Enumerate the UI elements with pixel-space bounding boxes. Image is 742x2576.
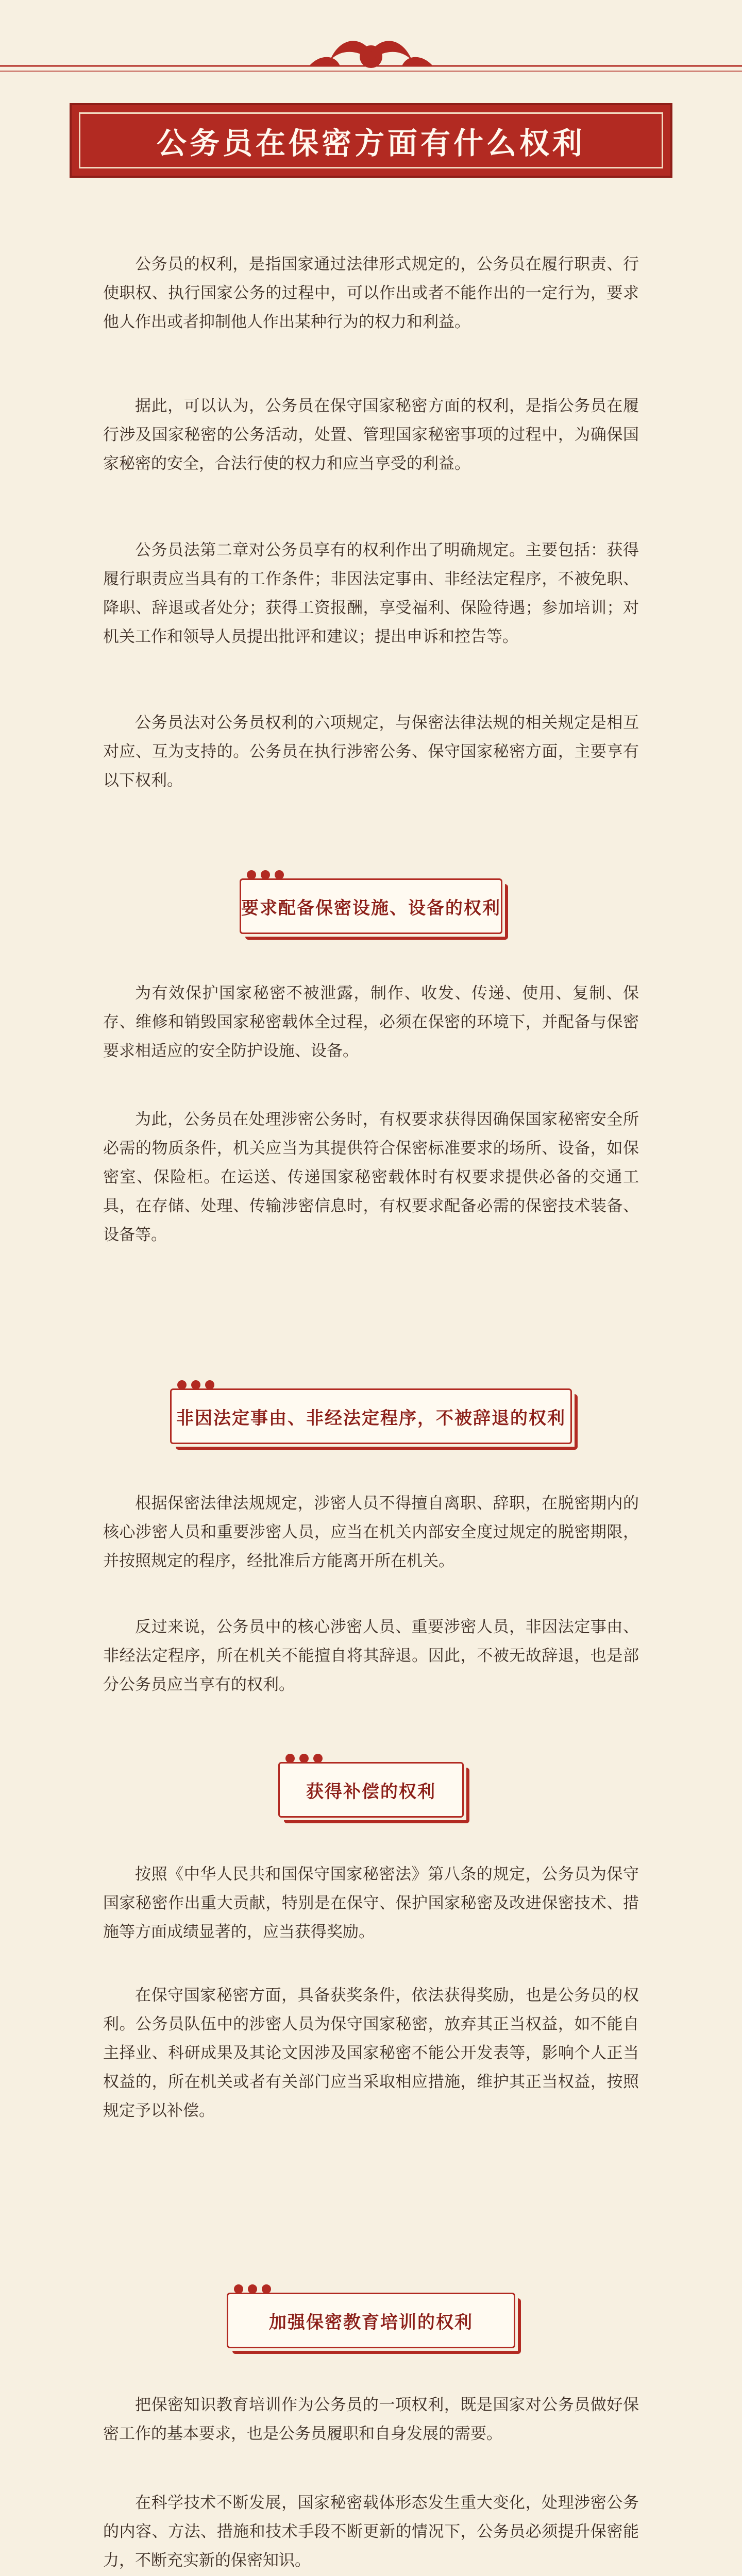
intro-paragraph: 公务员法对公务员权利的六项规定，与保密法律法规的相关规定是相互对应、互为支持的。公务员在执行涉密公务、保守国家秘密方面，主要享有以下权利。 xyxy=(103,714,639,790)
section-heading xyxy=(240,878,502,934)
section-paragraph: 为此，公务员在处理涉密公务时，有权要求获得因确保国家秘密安全所必需的物质条件，机关应当为其提供符合保密标准要求的场所、设备，如保密室、保险柜。在运送、传递国家秘密载体时有权要求提供必备的交通工具，在存储、处理、传输涉密信息时，有权要求配备必需的保密技术装备、设备等。 xyxy=(103,1110,639,1244)
top-ornament xyxy=(0,0,742,108)
section-paragraph: 为有效保护国家秘密不被泄露，制作、收发、传递、使用、复制、保存、维修和销毁国家秘密载体全过程，必须在保密的环境下，并配备与保密要求相适应的安全防护设施、设备。 xyxy=(103,984,639,1060)
section-title: 非因法定事由、非经法定程序，不被辞退的权利 xyxy=(176,1408,566,1429)
section-title: 获得补偿的权利 xyxy=(306,1781,436,1802)
section-paragraph: 反过来说，公务员中的核心涉密人员、重要涉密人员，非因法定事由、非经法定程序，所在机关不能擅自将其辞退。因此，不被无故辞退，也是部分公务员应当享有的权利。 xyxy=(103,1618,639,1694)
section-paragraph: 按照《中华人民共和国保守国家秘密法》第八条的规定，公务员为保守国家秘密作出重大贡献，特别是在保守、保护国家秘密及改进保密技术、措施等方面成绩显著的，应当获得奖励。 xyxy=(103,1865,639,1941)
section-paragraph: 在保守国家秘密方面，具备获奖条件，依法获得奖励，也是公务员的权利。公务员队伍中的涉密人员为保守国家秘密，放弃其正当权益，如不能自主择业、科研成果及其论文因涉及国家秘密不能公开发表等，影响个人正当权益的，所在机关或者有关部门应当采取相应措施，维护其正当权益，按照规定予以补偿。 xyxy=(103,1986,639,2120)
title-box xyxy=(70,103,672,178)
section-title: 加强保密教育培训的权利 xyxy=(269,2312,473,2333)
section-paragraph: 根据保密法律法规规定，涉密人员不得擅自离职、辞职，在脱密期内的核心涉密人员和重要涉密人员，应当在机关内部安全度过规定的脱密期限，并按照规定的程序，经批准后方能离开所在机关。 xyxy=(103,1494,639,1570)
page-title: 公务员在保密方面有什么权利 xyxy=(156,125,585,161)
intro-paragraph: 据此，可以认为，公务员在保守国家秘密方面的权利，是指公务员在履行涉及国家秘密的公务活动，处置、管理国家秘密事项的过程中，为确保国家秘密的安全，合法行使的权力和应当享受的利益。 xyxy=(103,397,639,473)
intro-paragraph: 公务员法第二章对公务员享有的权利作出了明确规定。主要包括：获得履行职责应当具有的工作条件；非因法定事由、非经法定程序，不被免职、降职、辞退或者处分；获得工资报酬，享受福利、保险待遇；参加培训；对机关工作和领导人员提出批评和建议；提出申诉和控告等。 xyxy=(103,541,639,646)
section-paragraph: 在科学技术不断发展，国家秘密载体形态发生重大变化，处理涉密公务的内容、方法、措施和技术手段不断更新的情况下，公务员必须提升保密能力，不断充实新的保密知识。 xyxy=(103,2494,639,2570)
intro-paragraph: 公务员的权利，是指国家通过法律形式规定的，公务员在履行职责、行使职权、执行国家公务的过程中，可以作出或者不能作出的一定行为，要求他人作出或者抑制他人作出某种行为的权力和利益。 xyxy=(103,255,639,331)
title-inner-frame xyxy=(79,112,663,168)
title-banner xyxy=(70,103,672,178)
section-paragraph: 把保密知识教育培训作为公务员的一项权利，既是国家对公务员做好保密工作的基本要求，也是公务员履职和自身发展的需要。 xyxy=(103,2396,639,2443)
section-heading xyxy=(278,1762,464,1818)
section-heading xyxy=(227,2293,515,2348)
section-heading xyxy=(170,1388,572,1444)
section-title: 要求配备保密设施、设备的权利 xyxy=(241,897,501,919)
